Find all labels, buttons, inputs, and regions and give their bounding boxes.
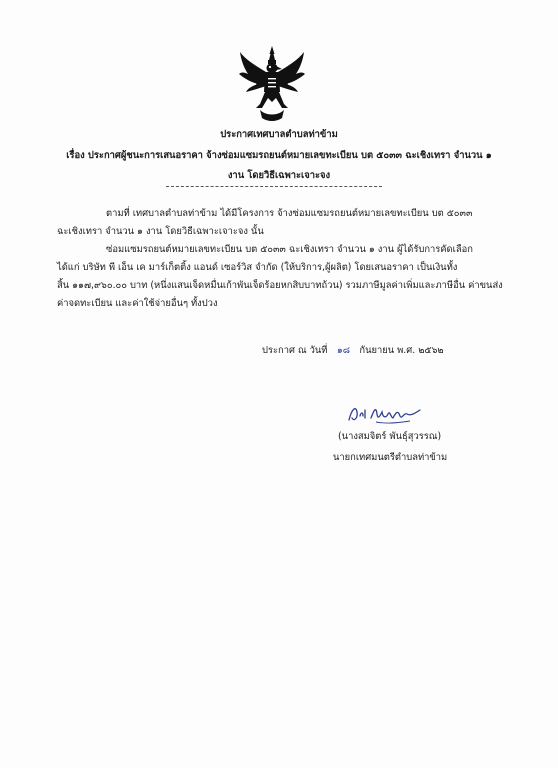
paragraph-2-line-4: ค่าจดทะเบียน และค่าใช้จ่ายอื่นๆ ทั้งปวง xyxy=(57,298,218,309)
subject-line-2: งาน โดยวิธีเฉพาะเจาะจง xyxy=(227,170,331,181)
dashed-separator xyxy=(166,186,382,187)
paragraph-1-line-1: ตามที่ เทศบาลตำบลท่าข้าม ได้มีโครงการ จ้างซ่อมแซมรถยนต์หมายเลขทะเบียน บต ๕๐๓๓ xyxy=(106,208,473,219)
handwritten-signature-icon xyxy=(346,402,424,426)
document-heading: ประกาศเทศบาลตำบลท่าข้าม xyxy=(220,129,338,140)
signer-title: นายกเทศมนตรีตำบลท่าข้าม xyxy=(333,452,448,463)
announce-day: ๑๘ xyxy=(336,345,351,356)
announce-month-year: กันยายน พ.ศ. ๒๕๖๒ xyxy=(359,345,444,356)
signer-name: (นางสมจิตร์ พันธุ์สุวรรณ) xyxy=(338,431,442,442)
subject-line-1: เรื่อง ประกาศผู้ชนะการเสนอราคา จ้างซ่อมแซมรถยนต์หมายเลขทะเบียน บต ๕๐๓๓ ฉะเชิงเทรา จำนวน ๑ xyxy=(66,150,492,161)
paragraph-2-line-3: สิ้น ๑๑๗,๙๖๐.๐๐ บาท (หนึ่งแสนเจ็ดหมื่นเก้าพันเจ็ดร้อยหกสิบบาทถ้วน) รวมภาษีมูลค่าเพิ่มและภาษีอื่น ค่าขนส่ง xyxy=(57,280,503,291)
paragraph-2-line-2: ได้แก่ บริษัท พี เอ็น เค มาร์เก็ตติ้ง แอนด์ เซอร์วิส จำกัด (ให้บริการ,ผู้ผลิต) โดยเสนอราคา เป็นเงินทั้ง xyxy=(57,262,458,273)
announce-prefix: ประกาศ ณ วันที่ xyxy=(262,345,328,356)
garuda-emblem-icon xyxy=(238,46,306,124)
paragraph-1-line-2: ฉะเชิงเทรา จำนวน ๑ งาน โดยวิธีเฉพาะเจาะจง นั้น xyxy=(57,226,264,237)
announce-date-line xyxy=(262,345,444,357)
paragraph-2-line-1: ซ่อมแซมรถยนต์หมายเลขทะเบียน บต ๕๐๓๓ ฉะเชิงเทรา จำนวน ๑ งาน ผู้ได้รับการคัดเลือก xyxy=(106,244,473,255)
